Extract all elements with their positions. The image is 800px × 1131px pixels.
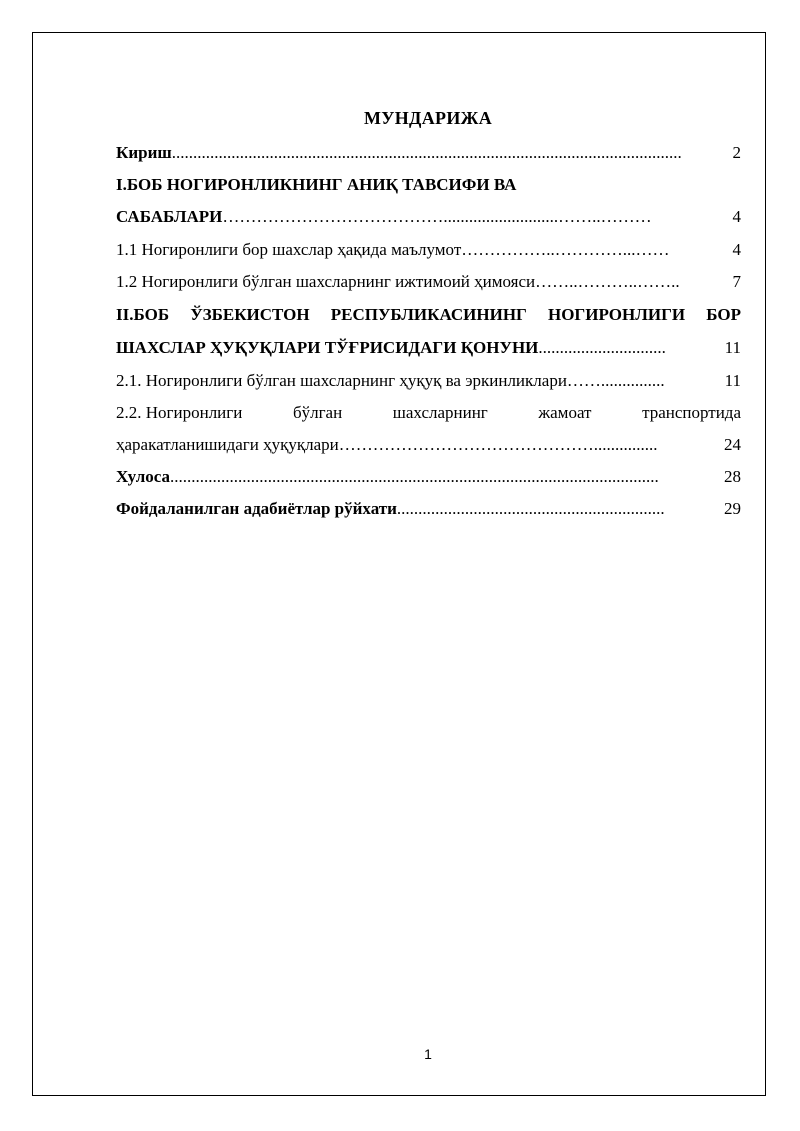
toc-page-number: 2 (732, 143, 741, 162)
toc-entry-1-2[interactable] (116, 270, 741, 294)
toc-entry-references[interactable] (116, 497, 741, 521)
toc-entry-title: 1.2 Ногиронлиги бўлган шахсларнинг ижтимоий ҳимояси (116, 272, 536, 291)
toc-page-number: 24 (724, 435, 741, 454)
page-number: 1 (424, 1046, 432, 1062)
toc-entry-title: 2.1. Ногиронлиги бўлган шахсларнинг ҳуқуқ ва эркинликлари (116, 371, 567, 390)
heading-word: ЎЗБЕКИСТОН (190, 305, 310, 324)
toc-page-number: 28 (724, 467, 741, 486)
toc-entry-title: Кириш (116, 143, 172, 162)
toc-leader: ……………..…………...…… (461, 240, 670, 259)
toc-entry-chapter-2[interactable] (116, 336, 741, 360)
toc-leader: ……............... (566, 371, 665, 390)
toc-entry-chapter-1[interactable] (116, 205, 741, 229)
toc-entry-2-2[interactable] (116, 433, 741, 457)
heading-word: БОР (706, 305, 741, 324)
toc-leader: ............................................................... (396, 499, 665, 518)
heading-word: РЕСПУБЛИКАСИНИНГ (330, 305, 527, 324)
toc-leader: …………………………………...........................……..……… (222, 207, 652, 226)
toc-page-number: 11 (724, 371, 741, 390)
toc-entry-conclusion[interactable] (116, 465, 741, 489)
toc-leader: ................................................................................................................... (170, 467, 659, 486)
toc-leader: ………………………………………............... (338, 435, 658, 454)
toc-entry-title: САБАБЛАРИ (116, 207, 223, 226)
toc-chapter-1-heading[interactable]: I.БОБ НОГИРОНЛИКНИНГ АНИҚ ТАВСИФИ ВА (116, 175, 517, 194)
toc-entry-title: 1.1 Ногиронлиги бор шахслар ҳақида маълумот (116, 240, 462, 259)
toc-entry-title: ШАХСЛАР ҲУҚУҚЛАРИ ТЎҒРИСИДАГИ ҚОНУНИ (116, 338, 539, 357)
toc-entry-title: Фойдаланилган адабиётлар рўйхати (116, 499, 397, 518)
toc-chapter-2-heading[interactable] (116, 303, 741, 327)
toc-page-number: 4 (732, 207, 741, 226)
heading-word: шахсларнинг (392, 403, 488, 422)
toc-leader: .............................. (538, 338, 666, 357)
heading-word: НОГИРОНЛИГИ (547, 305, 686, 324)
heading-word: жамоат (538, 403, 592, 422)
toc-entry-1-1[interactable] (116, 238, 741, 262)
toc-entry-title: Хулоса (116, 467, 170, 486)
heading-word: 2.2. Ногиронлиги (116, 403, 243, 422)
toc-entry-intro[interactable] (116, 141, 741, 165)
toc-entry-2-1[interactable] (116, 369, 741, 393)
toc-leader: ........................................................................................................................ (171, 143, 682, 162)
toc-page-number: 11 (724, 338, 741, 357)
toc-page-number: 4 (732, 240, 741, 259)
toc-entry-title: ҳаракатланишидаги ҳуқуқлари (116, 435, 339, 454)
toc-page-number: 29 (724, 499, 741, 518)
toc-page-number: 7 (732, 272, 741, 291)
toc-title: МУНДАРИЖА (363, 108, 493, 128)
heading-word: II.БОБ (116, 305, 170, 324)
heading-word: бўлган (292, 403, 343, 422)
heading-word: транспортида (642, 403, 741, 422)
toc-entry-2-2-heading[interactable] (116, 401, 741, 425)
toc-leader: ……..………..…….. (535, 272, 680, 291)
